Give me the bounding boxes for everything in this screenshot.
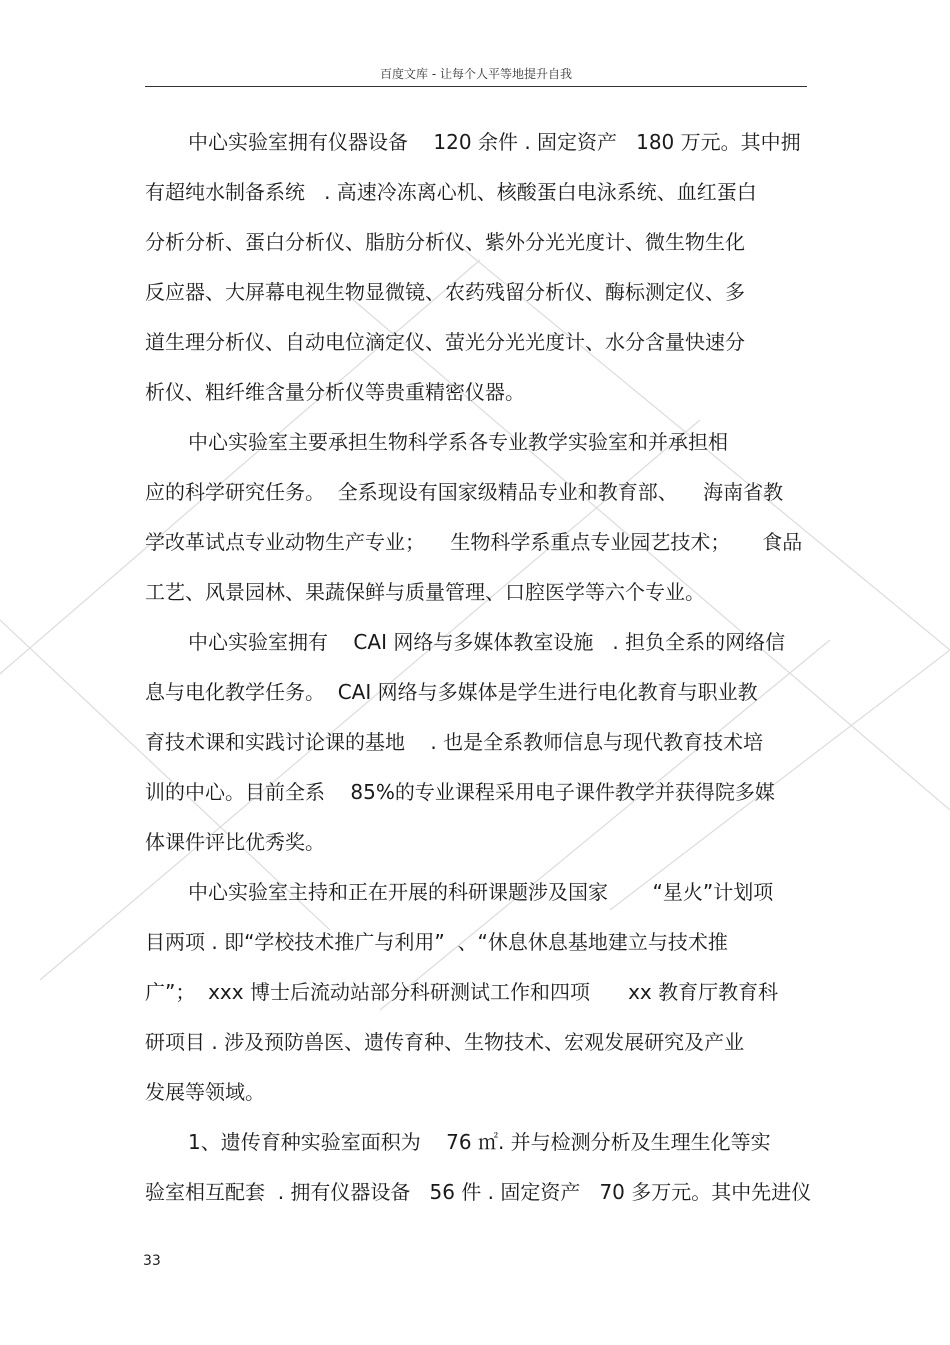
paragraph-3-line-5: 体课件评比优秀奖。 (145, 830, 325, 854)
paragraph-4-line-2: 目两项 . 即“学校技术推广与利用” 、“休息休息基地建立与技术推 (145, 930, 728, 954)
paragraph-4-line-4: 研项目 . 涉及预防兽医、遗传育种、生物技术、宏观发展研究及产业 (145, 1030, 745, 1054)
paragraph-1-line-6: 析仪、粗纤维含量分析仪等贵重精密仪器。 (145, 380, 525, 404)
paragraph-2-line-4: 工艺、风景园林、果蔬保鲜与质量管理、口腔医学等六个专业。 (145, 580, 705, 604)
paragraph-2-line-2: 应的科学研究任务。 全系现设有国家级精品专业和教育部、 海南省教 (145, 480, 784, 504)
paragraph-1-line-2: 有超纯水制备系统 . 高速冷冻离心机、核酸蛋白电泳系统、血红蛋白 (145, 180, 757, 204)
paragraph-3-line-3: 育技术课和实践讨论课的基地 . 也是全系教师信息与现代教育技术培 (145, 730, 764, 754)
paragraph-5-line-1: 1、遗传育种实验室面积为 76 ㎡. 并与检测分析及生理生化等实 (188, 1130, 771, 1154)
paragraph-3-line-4: 训的中心。目前全系 85%的专业课程采用电子课件教学并获得院多媒 (145, 780, 775, 804)
paragraph-3-line-1: 中心实验室拥有 CAI 网络与多媒体教室设施 . 担负全系的网络信 (188, 630, 786, 654)
paragraph-1-line-1: 中心实验室拥有仪器设备 120 余件 . 固定资产 180 万元。其中拥 (188, 130, 801, 154)
paragraph-5-line-2: 验室相互配套 . 拥有仪器设备 56 件 . 固定资产 70 多万元。其中先进仪 (145, 1180, 812, 1204)
paragraph-4-line-1: 中心实验室主持和正在开展的科研课题涉及国家 “星火”计划项 (188, 880, 774, 904)
paragraph-4-line-3: 广”； xxx 博士后流动站部分科研测试工作和四项 xx 教育厅教育科 (145, 980, 779, 1004)
paragraph-4-line-5: 发展等领域。 (145, 1080, 265, 1104)
paragraph-2-line-3: 学改革试点专业动物生产专业； 生物科学系重点专业园艺技术； 食品 (145, 530, 803, 554)
paragraph-1-line-5: 道生理分析仪、自动电位滴定仪、萤光分光光度计、水分含量快速分 (145, 330, 745, 354)
paragraph-1-line-3: 分析分析、蛋白分析仪、脂肪分析仪、紫外分光光度计、微生物生化 (145, 230, 745, 254)
page-header: 百度文库 - 让每个人平等地提升自我 (145, 64, 807, 87)
paragraph-2-line-1: 中心实验室主要承担生物科学系各专业教学实验室和并承担相 (188, 430, 728, 454)
page-number: 33 (143, 1253, 161, 1269)
paragraph-3-line-2: 息与电化教学任务。 CAI 网络与多媒体是学生进行电化教育与职业教 (145, 680, 758, 704)
paragraph-1-line-4: 反应器、大屏幕电视生物显微镜、农药残留分析仪、酶标测定仪、多 (145, 280, 745, 304)
